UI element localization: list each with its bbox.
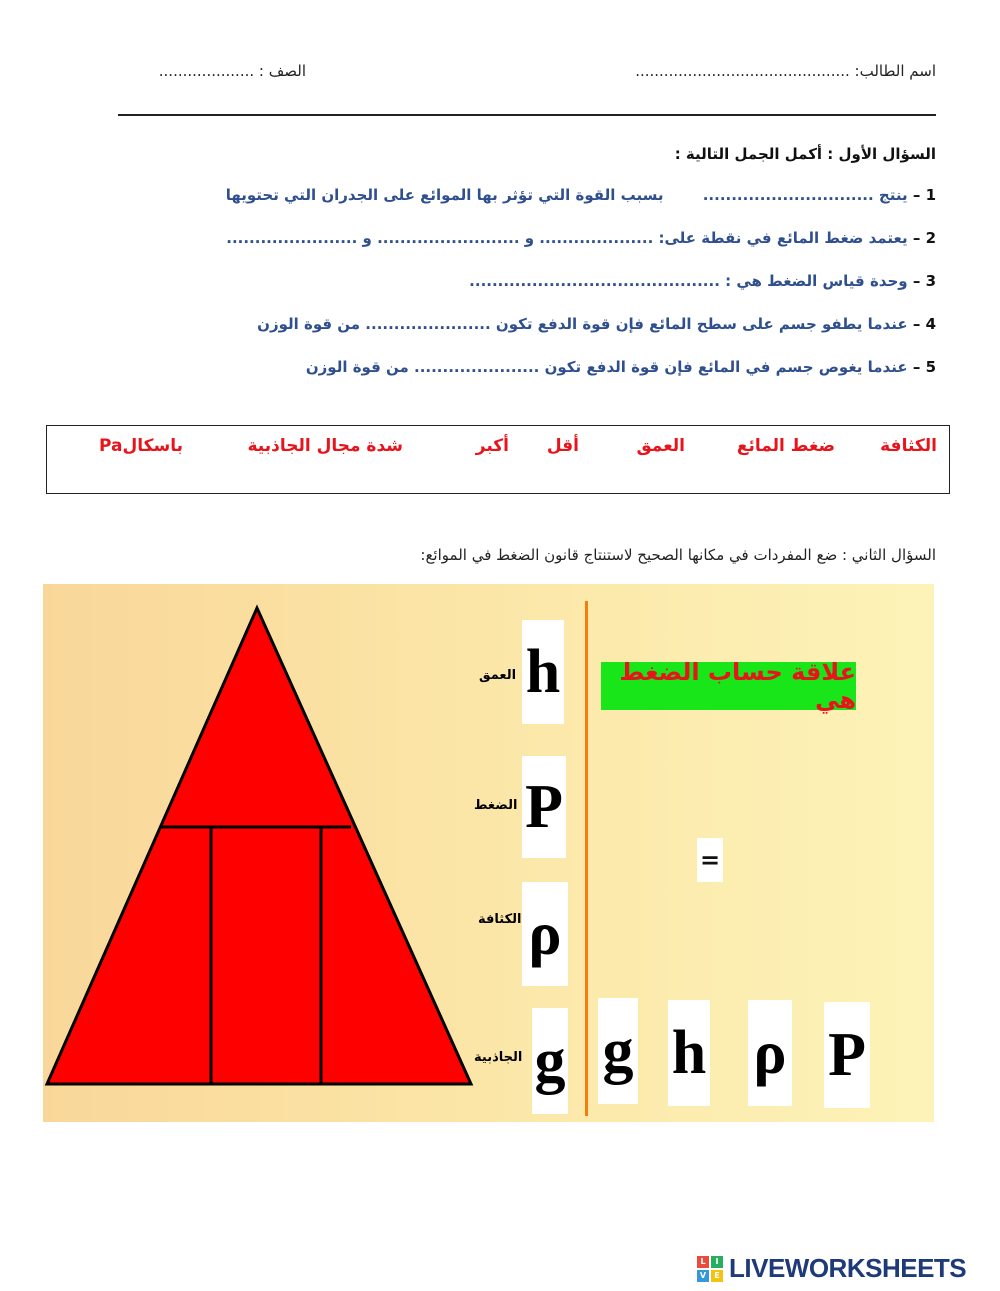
word-gravity[interactable]: شدة مجال الجاذبية: [247, 436, 403, 456]
item-text[interactable]: عندما يطفو جسم على سطح المائع فإن قوة الدفع تكون ...................... من قوة الوزن: [257, 315, 908, 333]
question2-title: السؤال الثاني : ضع المفردات في مكانها الصحيح لاستنتاج قانون الضغط في الموائع:: [420, 546, 936, 564]
triangle-shape: [47, 608, 471, 1084]
symbol-tile-rho: ρ: [522, 882, 568, 986]
formula-title: علاقة حساب الضغط هي: [601, 662, 856, 710]
equals-sign: =: [697, 838, 723, 882]
label-gravity: الجاذبية: [474, 1050, 523, 1065]
question1-item-1: [226, 186, 936, 204]
student-name-field[interactable]: اسم الطالب: .............................................: [635, 62, 936, 80]
question1-item-2: [226, 229, 936, 247]
symbol-tile-h: h: [522, 620, 564, 724]
item-text[interactable]: وحدة قياس الضغط هي : ............................................: [469, 272, 908, 290]
item-number: 4 –: [912, 315, 936, 333]
question1-item-3: [469, 272, 936, 290]
symbol-tile-g: g: [532, 1008, 568, 1114]
item-number: 2 –: [912, 229, 936, 247]
item-text[interactable]: ينتج ..............................: [702, 186, 908, 204]
question1-title: السؤال الأول : أكمل الجمل التالية :: [674, 145, 936, 163]
liveworksheets-icon: L I V E: [697, 1256, 723, 1282]
label-depth: العمق: [479, 668, 517, 683]
word-pascal[interactable]: باسكالPa: [99, 436, 183, 456]
word-depth[interactable]: العمق: [636, 436, 685, 456]
item-number: 3 –: [912, 272, 936, 290]
word-fluid-pressure[interactable]: ضغط المائع: [736, 436, 835, 456]
question1-item-5: [306, 358, 936, 376]
drag-tile-h[interactable]: h: [668, 1000, 710, 1106]
item-number: 5 –: [912, 358, 936, 376]
header-divider: [118, 114, 936, 116]
drag-tile-g[interactable]: g: [598, 998, 638, 1104]
item-text[interactable]: يعتمد ضغط المائع في نقطة على: .................... و ......................... و .......................: [226, 229, 908, 247]
item-number: 1 –: [912, 186, 936, 204]
drag-tile-p[interactable]: P: [824, 1002, 870, 1108]
item-text[interactable]: عندما يغوص جسم في المائع فإن قوة الدفع تكون ...................... من قوة الوزن: [305, 358, 908, 376]
word-bank: [46, 425, 950, 494]
panel-divider: [585, 601, 588, 1116]
symbol-tile-p: P: [522, 756, 566, 858]
question1-item-4: [257, 315, 936, 333]
brand-name: LIVEWORKSHEETS: [729, 1253, 967, 1283]
pressure-triangle: [43, 600, 483, 1090]
item-tail: بسبب القوة التي تؤثر بها الموائع على الجدران التي تحتويها: [225, 186, 664, 204]
word-density[interactable]: الكثافة: [880, 436, 937, 456]
liveworksheets-logo[interactable]: [697, 1253, 966, 1284]
label-density: الكثافة: [478, 912, 522, 927]
word-less[interactable]: أقل: [546, 436, 579, 456]
class-field[interactable]: الصف : ....................: [158, 62, 306, 80]
drag-tile-rho[interactable]: ρ: [748, 1000, 792, 1106]
word-greater[interactable]: أكبر: [475, 436, 509, 456]
label-pressure: الضغط: [474, 798, 518, 813]
